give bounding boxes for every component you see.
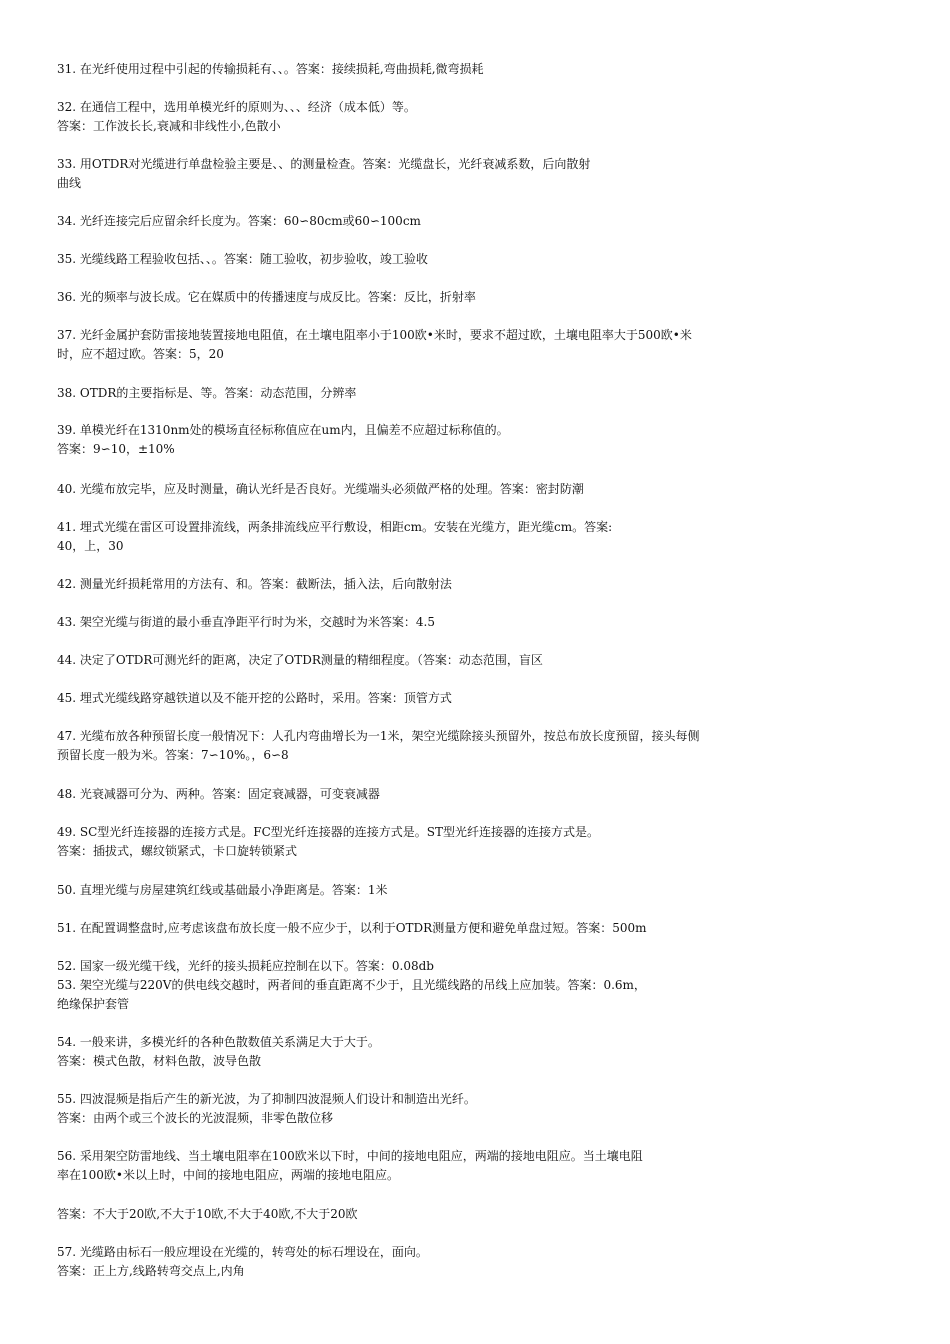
text-line: 43. 架空光缆与街道的最小垂直净距平行时为米，交越时为米答案：4.5 [57, 615, 435, 629]
question-52-53 [57, 957, 646, 1014]
text-line: 41. 埋式光缆在雷区可设置排流线，两条排流线应平行敷设，相距cm。安装在光缆方，距光缆cm。答案: [57, 520, 613, 534]
question-43 [57, 613, 435, 632]
blank-line [57, 1185, 643, 1204]
question-31 [57, 60, 484, 79]
text-line: 55. 四波混频是指后产生的新光波，为了抑制四波混频人们设计和制造出光纤。 [57, 1092, 476, 1106]
question-32 [57, 98, 416, 136]
text-line: 56. 采用架空防雷地线、当土壤电阻率在100欧米以下时，中间的接地电阻应，两端的接地电阻应。当土壤电阻 [57, 1149, 643, 1163]
text-line: 率在100欧•米以上时，中间的接地电阻应，两端的接地电阻应。 [57, 1168, 399, 1182]
text-line: 45. 埋式光缆线路穿越铁道以及不能开挖的公路时，采用。答案：顶管方式 [57, 691, 452, 705]
text-line: 51. 在配置调整盘时,应考虑该盘布放长度一般不应少于，以利于OTDR测量方便和避免单盘过短。答案：500m [57, 921, 647, 935]
answer-line: 答案：插拔式，螺纹锁紧式，卡口旋转锁紧式 [57, 844, 298, 858]
text-line: 时，应不超过欧。答案：5，20 [57, 347, 224, 361]
answer-line: 答案：由两个或三个波长的光波混频，非零色散位移 [57, 1111, 334, 1125]
question-50 [57, 881, 388, 900]
text-line: 37. 光纤金属护套防雷接地装置接地电阻值，在土壤电阻率小于100欧•米时，要求不超过欧，土壤电阻率大于500欧•米 [57, 328, 692, 342]
question-36 [57, 288, 476, 307]
question-40 [57, 480, 584, 499]
answer-line: 答案：正上方,线路转弯交点上,内角 [57, 1264, 245, 1278]
question-54 [57, 1033, 380, 1071]
question-48 [57, 785, 380, 804]
question-44 [57, 651, 543, 670]
answer-line: 答案：不大于20欧,不大于10欧,不大于40欧,不大于20欧 [57, 1207, 358, 1221]
text-line: 33. 用OTDR对光缆进行单盘检验主要是、、的测量检查。答案：光缆盘长，光纤衰减系数，后向散射 [57, 157, 591, 171]
text-line: 40. 光缆布放完毕，应及时测量，确认光纤是否良好。光缆端头必须做严格的处理。答案：密封防潮 [57, 482, 584, 496]
text-line: 40，上，30 [57, 539, 124, 553]
text-line: 48. 光衰减器可分为、两种。答案：固定衰减器，可变衰减器 [57, 787, 380, 801]
text-line: 47. 光缆布放各种预留长度一般情况下：人孔内弯曲增长为一1米，架空光缆除接头预留外，按总布放长度预留，接头每侧 [57, 729, 700, 743]
question-47 [57, 727, 700, 765]
answer-line: 答案：9∽10，±10% [57, 442, 175, 456]
answer-line: 答案：模式色散，材料色散，波导色散 [57, 1054, 262, 1068]
text-line: 42. 测量光纤损耗常用的方法有、和。答案：截断法，插入法，后向散射法 [57, 577, 452, 591]
text-line: 52. 国家一级光缆干线，光纤的接头损耗应控制在以下。答案：0.08db [57, 959, 434, 973]
question-42 [57, 575, 452, 594]
answer-line: 答案：工作波长长,衰减和非线性小,色散小 [57, 119, 281, 133]
text-line: 31. 在光纤使用过程中引起的传输损耗有、、。答案：接续损耗,弯曲损耗,微弯损耗 [57, 62, 484, 76]
text-line: 54. 一般来讲，多模光纤的各种色散数值关系满足大于大于。 [57, 1035, 380, 1049]
question-39 [57, 421, 509, 459]
question-41 [57, 518, 612, 556]
question-45 [57, 689, 452, 708]
answer-56 [57, 1205, 358, 1224]
text-line: 绝缘保护套管 [57, 997, 130, 1011]
question-51 [57, 919, 647, 938]
text-line: 曲线 [57, 176, 82, 190]
text-line: 38. OTDR的主要指标是、等。答案：动态范围，分辨率 [57, 386, 357, 400]
text-line: 36. 光的频率与波长成。它在媒质中的传播速度与成反比。答案：反比，折射率 [57, 290, 476, 304]
question-37 [57, 326, 692, 364]
question-55 [57, 1090, 476, 1128]
question-35 [57, 250, 428, 269]
text-line: 53. 架空光缆与220V的供电线交越时，两者间的垂直距离不少于，且光缆线路的吊线上应加装。答案：0.6m， [57, 978, 646, 992]
text-line: 49. SC型光纤连接器的连接方式是。FC型光纤连接器的连接方式是。ST型光纤连接器的连接方式是。 [57, 825, 600, 839]
text-line: 44. 决定了OTDR可测光纤的距离，决定了OTDR测量的精细程度。（答案：动态范围，盲区 [57, 653, 543, 667]
text-line: 50. 直埋光缆与房屋建筑红线或基础最小净距离是。答案：1米 [57, 883, 388, 897]
text-line: 预留长度一般为米。答案：7∽10%。，6∽8 [57, 748, 289, 762]
question-57 [57, 1243, 428, 1281]
text-line: 57. 光缆路由标石一般应埋设在光缆的，转弯处的标石埋设在，面向。 [57, 1245, 428, 1259]
text-line: 32. 在通信工程中，选用单模光纤的原则为、、、经济（成本低）等。 [57, 100, 416, 114]
text-line: 35. 光缆线路工程验收包括、、。答案：随工验收，初步验收，竣工验收 [57, 252, 428, 266]
text-line: 34. 光纤连接完后应留余纤长度为。答案：60∽80cm或60∽100cm [57, 214, 421, 228]
question-33 [57, 155, 590, 193]
question-34 [57, 212, 421, 231]
text-line: 39. 单模光纤在1310nm处的模场直径标称值应在um内，且偏差不应超过标称值的。 [57, 423, 509, 437]
question-38 [57, 384, 356, 403]
question-56 [57, 1147, 643, 1204]
question-49 [57, 823, 599, 861]
